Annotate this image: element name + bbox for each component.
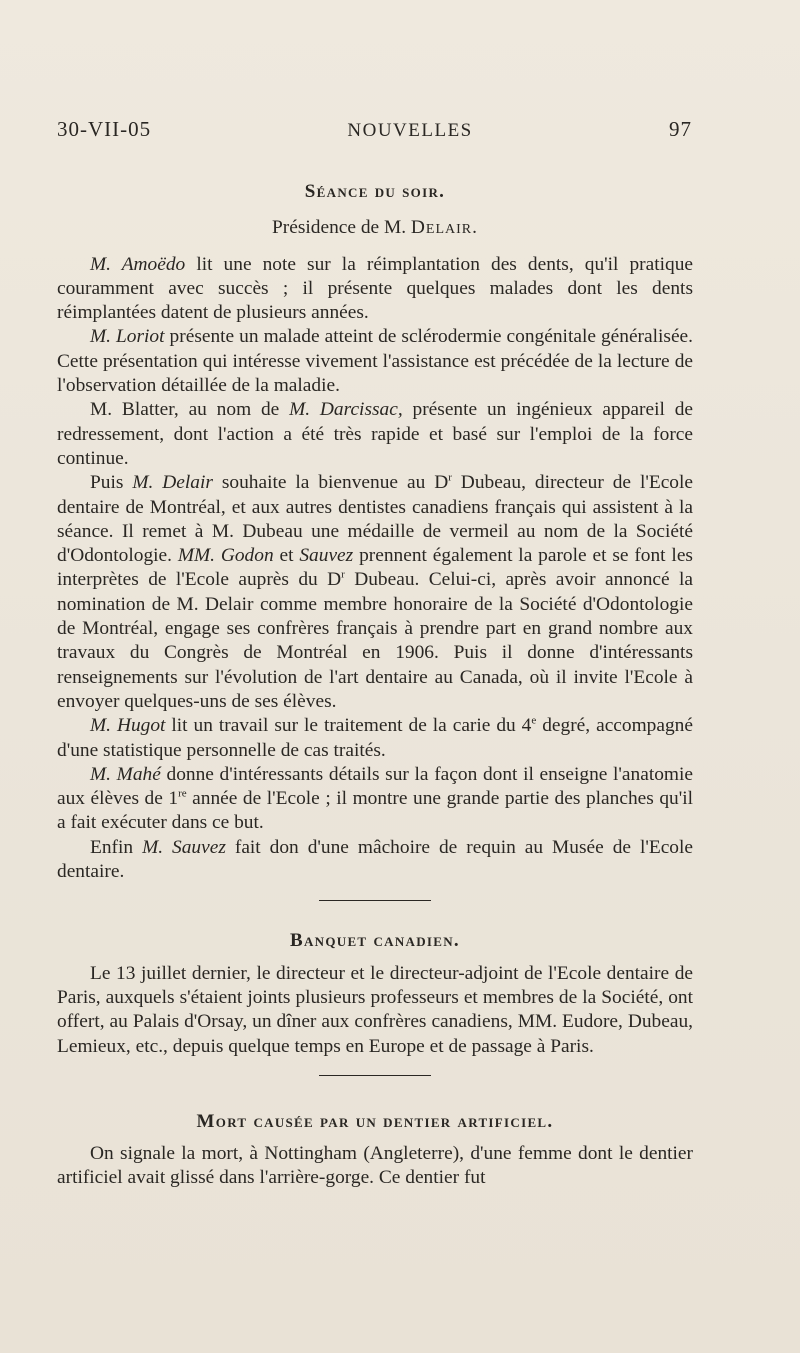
paragraph-sauvez: Enfin M. Sauvez fait don d'une mâchoire de requin au Musée de l'Ecole dentaire. (57, 836, 693, 883)
section-divider (319, 1075, 431, 1076)
paragraph-hugot: M. Hugot lit un travail sur le traitement de la carie du 4e degré, accompagné d'une statistique personnelle de cas traités. (57, 714, 693, 761)
running-header (57, 117, 692, 142)
paragraph-blatter: M. Blatter, au nom de M. Darcissac, présente un ingénieux appareil de redressement, dont l'action a été très rapide et basé sur l'emploi de la force continue. (57, 399, 693, 469)
section-heading-mort: Mort causée par un dentier artificiel. (196, 1110, 554, 1132)
section-divider (319, 900, 431, 901)
paragraph-amoedo: M. Amoëdo lit une note sur la réimplantation des dents, qu'il pratique couramment avec succès ; il présente quelques malades dont les dents réimplantées datent de plusieurs années. (57, 253, 694, 324)
header-date: 30-VII-05 (57, 117, 152, 141)
section-heading-seance: Séance du soir. (304, 181, 446, 202)
page-number: 97 (669, 117, 692, 141)
paragraph-mort: On signale la mort, à Nottingham (Angleterre), d'une femme dont le dentier artificiel avait glissé dans l'arrière-gorge. Ce dentier fut (57, 1143, 693, 1189)
paragraph-mahe: M. Mahé donne d'intéressants détails sur la façon dont il enseigne l'anatomie aux élèves de 1re année de l'Ecole ; il montre une grande partie des planches qu'il a fait exécuter dans ce but. (57, 763, 693, 834)
paragraph-delair: Puis M. Delair souhaite la bienvenue au $D^r$ Dubeau, directeur de l'Ecole dentaire de Montréal, et aux autres dentistes canadiens français qui assistent à la séance. Il remet à M. Dubeau une médaille de vermeil au nom de la Société d'Odontologie. MM. Godon et Sauvez prennent également la parole et se font les interprètes de l'Ecole auprès du $D^r$ Dubeau. Celui-ci, après avoir annoncé la nomination de M. Delair comme membre honoraire de la Société d'Odontologie de Montréal, engage ses confrères français à prendre part en grand nombre aux travaux du Congrès de Montréal en 1906. Puis il donne d'intéressants renseignements sur l'évolution de l'art dentaire au Canada, où il invite l'Ecole à envoyer quelques-uns de ses élèves. (57, 471, 693, 712)
header-section-title: NOUVELLES (347, 120, 473, 141)
paragraph-loriot: M. Loriot présente un malade atteint de sclérodermie congénitale généralisée. Cette présentation qui intéresse vivement l'assistance est précédée de la lecture de l'observation détaillée de la maladie. (57, 326, 694, 397)
paragraph-banquet: Le 13 juillet dernier, le directeur et le directeur-adjoint de l'Ecole dentaire de Paris, auxquels s'étaient joints plusieurs professeurs et membres de la Société, ont offert, au Palais d'Orsay, un dîner aux confrères canadiens, MM. Eudore, Dubeau, Lemieux, etc., depuis quelque temps en Europe et de passage à Paris. (57, 962, 693, 1057)
article-body (57, 180, 693, 1191)
section-heading-banquet: Banquet canadien. (290, 930, 460, 952)
presidence-line: Présidence de M. Delair. (271, 217, 478, 239)
